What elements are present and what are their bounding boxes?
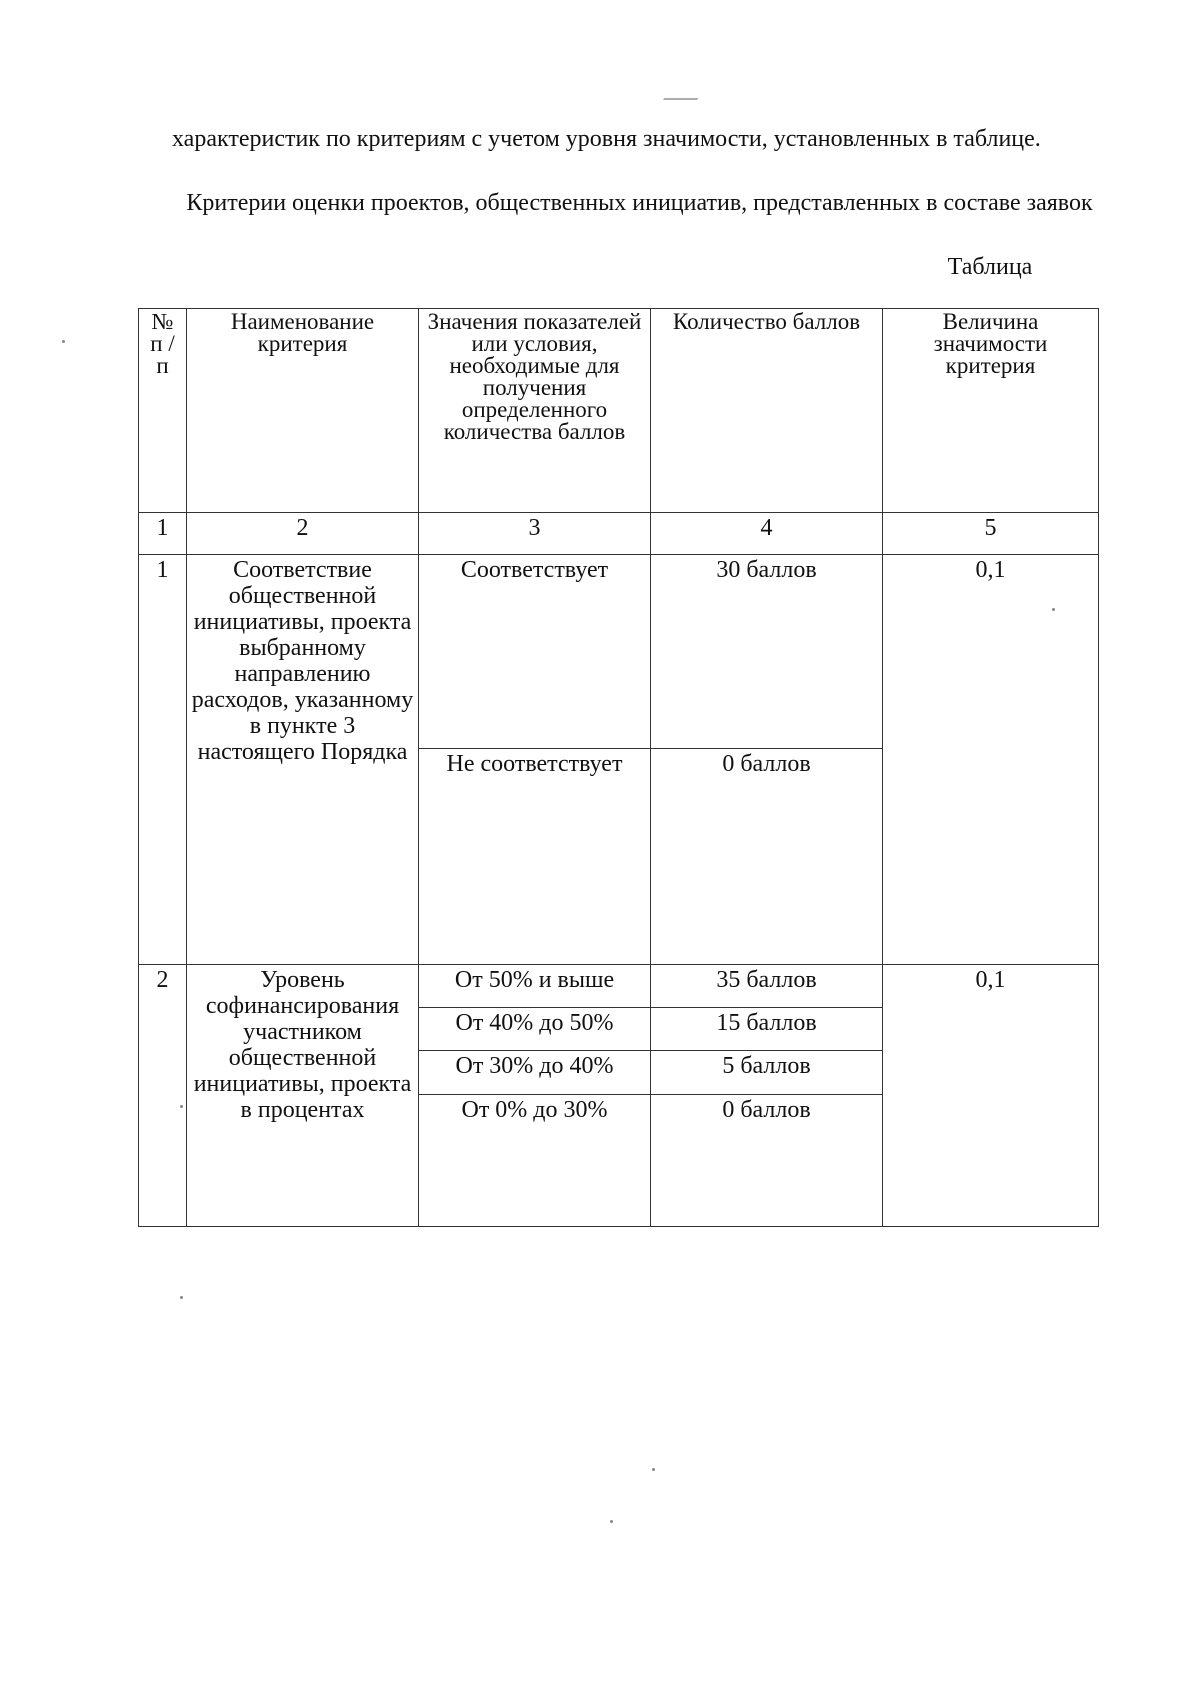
row-number: 2 bbox=[139, 965, 187, 1227]
scan-speck bbox=[610, 1520, 613, 1523]
scan-mark bbox=[660, 98, 699, 106]
row-number: 1 bbox=[139, 555, 187, 965]
criterion-weight: 0,1 bbox=[883, 555, 1099, 965]
condition-value: Не соответствует bbox=[419, 749, 651, 965]
condition-value: От 40% до 50% bbox=[419, 1008, 651, 1051]
header-number: № п / п bbox=[139, 309, 187, 513]
score-value: 0 баллов bbox=[651, 749, 883, 965]
scan-speck bbox=[652, 1468, 655, 1471]
intro-paragraph: характеристик по критериям с учетом уровня значимости, установленных в таблице. bbox=[172, 126, 1041, 152]
header-weight: Величина значимости критерия bbox=[883, 309, 1099, 513]
column-number: 2 bbox=[187, 513, 419, 555]
scan-speck bbox=[180, 1296, 183, 1299]
table-row bbox=[139, 555, 1099, 749]
criterion-name: Уровень софинансирования участником общественной инициативы, проекта в процентах bbox=[187, 965, 419, 1227]
column-number: 4 bbox=[651, 513, 883, 555]
criterion-weight: 0,1 bbox=[883, 965, 1099, 1227]
score-value: 30 баллов bbox=[651, 555, 883, 749]
column-number: 3 bbox=[419, 513, 651, 555]
condition-value: От 30% до 40% bbox=[419, 1051, 651, 1095]
table-row bbox=[139, 965, 1099, 1008]
table-caption: Таблица bbox=[947, 254, 1033, 280]
header-criterion-name: Наименование критерия bbox=[187, 309, 419, 513]
score-value: 35 баллов bbox=[651, 965, 883, 1008]
condition-value: От 0% до 30% bbox=[419, 1095, 651, 1227]
column-number: 5 bbox=[883, 513, 1099, 555]
criterion-name: Соответствие общественной инициативы, проекта выбранному направлению расходов, указанному в пункте 3 настоящего Порядка bbox=[187, 555, 419, 965]
column-numbers-row bbox=[139, 513, 1099, 555]
condition-value: От 50% и выше bbox=[419, 965, 651, 1008]
header-conditions: Значения показателей или условия, необходимые для получения определенного количества баллов bbox=[419, 309, 651, 513]
score-value: 0 баллов bbox=[651, 1095, 883, 1227]
header-score: Количество баллов bbox=[651, 309, 883, 513]
column-number: 1 bbox=[139, 513, 187, 555]
criteria-table bbox=[138, 308, 1099, 1227]
table-title: Критерии оценки проектов, общественных инициатив, представленных в составе заявок bbox=[186, 190, 1093, 216]
score-value: 15 баллов bbox=[651, 1008, 883, 1051]
table-header-row bbox=[139, 309, 1099, 513]
condition-value: Соответствует bbox=[419, 555, 651, 749]
scan-speck bbox=[62, 340, 65, 343]
score-value: 5 баллов bbox=[651, 1051, 883, 1095]
